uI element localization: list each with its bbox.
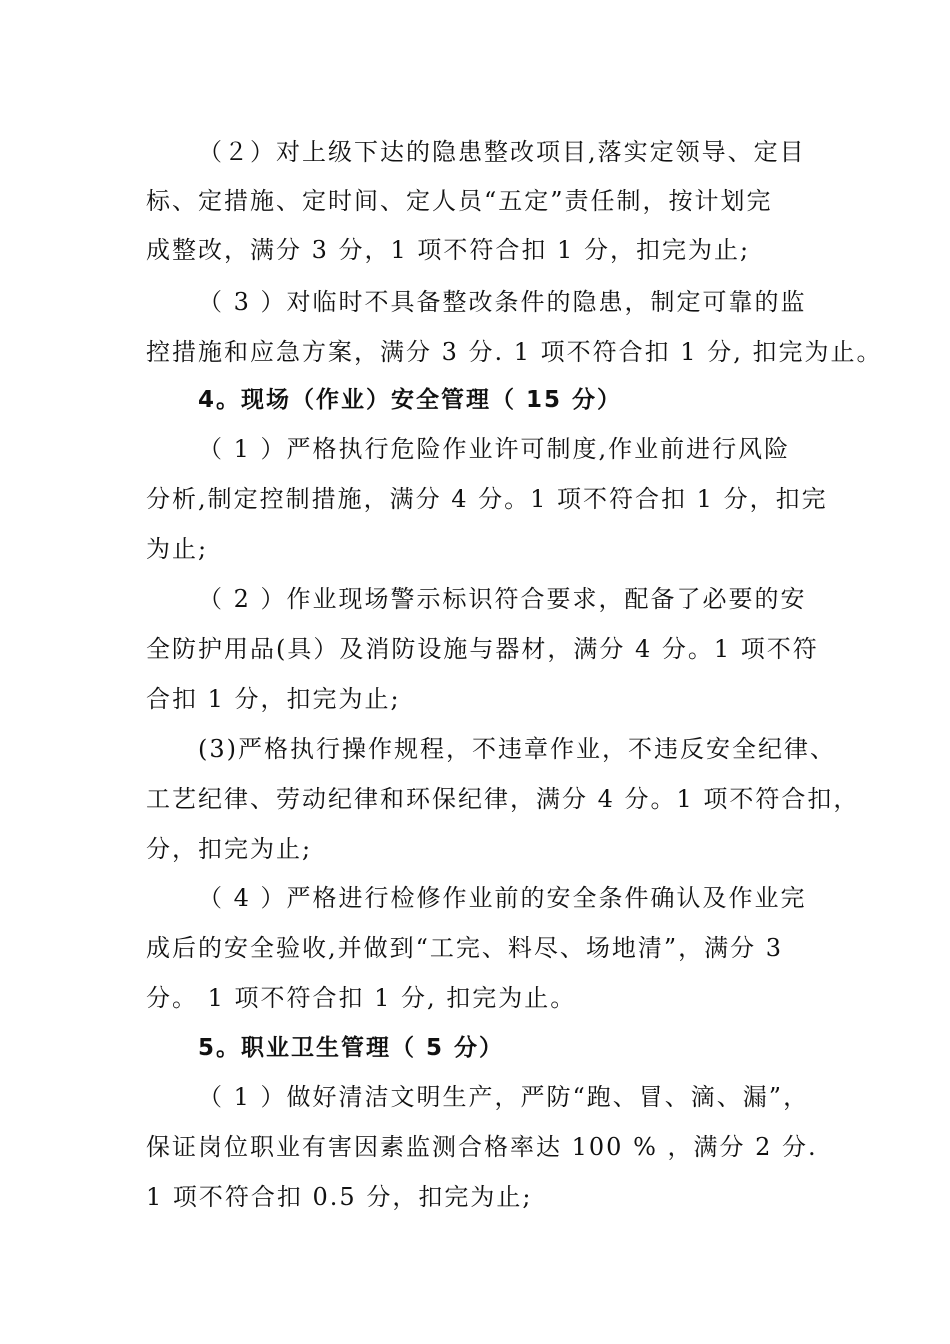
- paragraph-line: 分，扣完为止;: [146, 835, 313, 863]
- paragraph-line: 标、定措施、定时间、定人员“五定”责任制，按计划完: [146, 187, 773, 215]
- paragraph-line: （ 3 ）对临时不具备整改条件的隐患，制定可靠的监: [198, 288, 807, 316]
- paragraph-line: （ 1 ）严格执行危险作业许可制度,作业前进行风险: [198, 435, 791, 463]
- paragraph-line: 分析,制定控制措施，满分 4 分。1 项不符合扣 1 分，扣完: [146, 485, 828, 513]
- paragraph-line: （２）对上级下达的隐患整改项目,落实定领导、定目: [198, 138, 806, 166]
- section-heading: 4。现场（作业）安全管理（ 15 分）: [198, 387, 623, 413]
- paragraph-line: 合扣 1 分，扣完为止;: [146, 685, 401, 713]
- paragraph-line: (3)严格执行操作规程，不违章作业，不违反安全纪律、: [198, 735, 836, 763]
- paragraph-line: （ 1 ）做好清洁文明生产，严防“跑、冒、滴、漏”，: [198, 1083, 810, 1111]
- paragraph-line: （ 2 ）作业现场警示标识符合要求，配备了必要的安: [198, 585, 807, 613]
- paragraph-line: 1 项不符合扣 0.5 分，扣完为止;: [146, 1183, 533, 1211]
- paragraph-line: 成整改，满分 3 分，1 项不符合扣 1 分，扣完为止;: [146, 236, 751, 264]
- paragraph-line: 分。 1 项不符合扣 1 分, 扣完为止。: [146, 984, 577, 1012]
- paragraph-line: 全防护用品(具）及消防设施与器材，满分 4 分。1 项不符: [146, 635, 819, 663]
- paragraph-line: 为止;: [146, 535, 209, 563]
- paragraph-line: 工艺纪律、劳动纪律和环保纪律，满分 4 分。1 项不符合扣，: [146, 785, 860, 813]
- paragraph-line: 保证岗位职业有害因素监测合格率达 100 % ，满分 2 分.: [146, 1133, 818, 1161]
- paragraph-line: 成后的安全验收,并做到“工完、料尽、场地清”，满分 3: [146, 934, 784, 962]
- paragraph-line: 控措施和应急方案，满分 3 分. 1 项不符合扣 1 分, 扣完为止。: [146, 338, 883, 366]
- section-heading: 5。职业卫生管理（ 5 分）: [198, 1035, 505, 1061]
- paragraph-line: （ 4 ）严格进行检修作业前的安全条件确认及作业完: [198, 884, 807, 912]
